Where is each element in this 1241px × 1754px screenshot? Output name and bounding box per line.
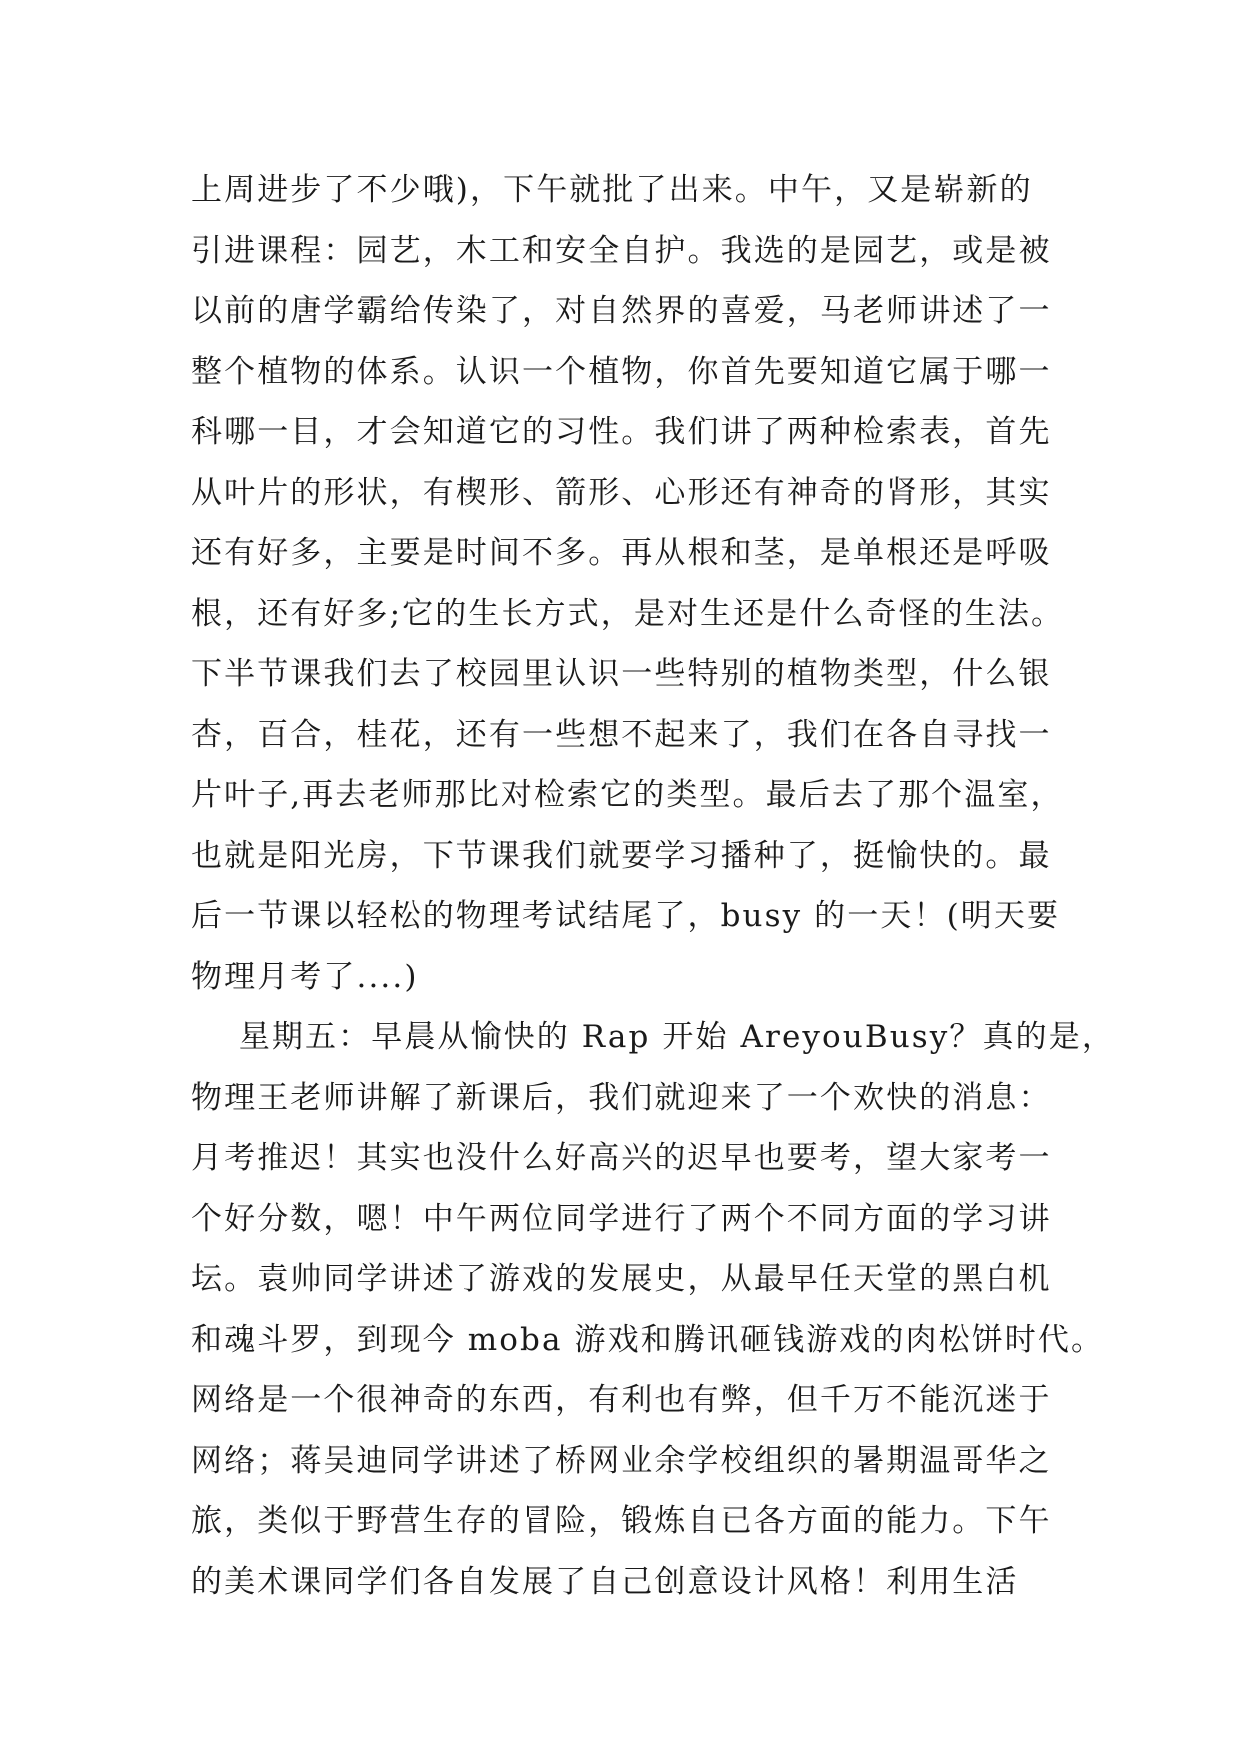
text-line: 引进课程：园艺，木工和安全自护。我选的是园艺，或是被 (191, 232, 1052, 269)
text-line: 坛。袁帅同学讲述了游戏的发展史，从最早任天堂的黑白机 (191, 1261, 1052, 1297)
text-line: 根，还有好多;它的生长方式，是对生还是什么奇怪的生法。 (191, 595, 1065, 632)
text-line: 月考推迟！其实也没什么好高兴的迟早也要考，望大家考一 (191, 1140, 1052, 1176)
text-line: 还有好多，主要是时间不多。再从根和茎，是单根还是呼吸 (191, 535, 1052, 571)
text-line: 网络；蒋吴迪同学讲述了桥网业余学校组织的暑期温哥华之 (191, 1442, 1052, 1479)
text-line: 星期五：早晨从愉快的 Rap 开始 AreyouBusy？真的是， (191, 1019, 1115, 1055)
text-line: 和魂斗罗，到现今 moba 游戏和腾讯砸钱游戏的肉松饼时代。 (191, 1321, 1105, 1358)
text-line: 上周进步了不少哦)，下午就批了出来。中午，又是崭新的 (191, 172, 1033, 208)
text-line: 从叶片的形状，有楔形、箭形、心形还有神奇的肾形，其实 (191, 474, 1052, 511)
text-line: 后一节课以轻松的物理考试结尾了，busy 的一天！(明天要 (191, 898, 1061, 934)
text-line: 也就是阳光房，下节课我们就要学习播种了，挺愉快的。最 (191, 837, 1052, 874)
text-line: 旅，类似于野营生存的冒险，锻炼自已各方面的能力。下午 (191, 1503, 1052, 1539)
text-line: 片叶子,再去老师那比对检索它的类型。最后去了那个温室， (191, 777, 1064, 813)
body-text (191, 160, 1115, 1612)
text-line: 以前的唐学霸给传染了，对自然界的喜爱，马老师讲述了一 (191, 293, 1052, 329)
text-line: 物理王老师讲解了新课后，我们就迎来了一个欢快的消息： (191, 1079, 1052, 1116)
text-line: 个好分数，嗯！中午两位同学进行了两个不同方面的学习讲 (191, 1200, 1052, 1237)
text-line: 的美术课同学们各自发展了自己创意设计风格！利用生活 (191, 1563, 1019, 1600)
text-line: 下半节课我们去了校园里认识一些特别的植物类型，什么银 (191, 656, 1052, 692)
text-line: 杏，百合，桂花，还有一些想不起来了，我们在各自寻找一 (191, 716, 1052, 753)
text-line: 整个植物的体系。认识一个植物，你首先要知道它属于哪一 (191, 353, 1052, 390)
text-line: 科哪一目，才会知道它的习性。我们讲了两种检索表，首先 (191, 414, 1052, 450)
text-line: 网络是一个很神奇的东西，有利也有弊，但千万不能沉迷于 (191, 1382, 1052, 1418)
text-line: 物理月考了....) (191, 958, 419, 995)
